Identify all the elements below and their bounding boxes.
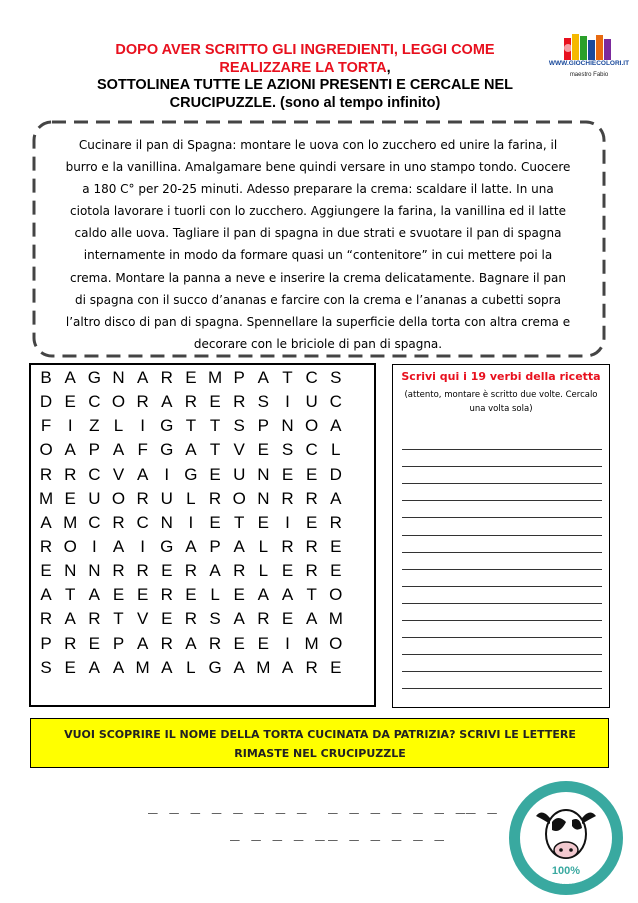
title-line-2: REALIZZARE LA TORTA — [219, 59, 387, 76]
grid-letter: A — [40, 585, 52, 605]
grid-letter: A — [112, 537, 125, 557]
grid-letter: T — [65, 585, 76, 605]
grid-letter: I — [67, 416, 73, 436]
grid-letter: U — [160, 488, 173, 508]
grid-letter: A — [64, 609, 76, 629]
grid-letter: I — [140, 416, 145, 436]
grid-letter: A — [305, 609, 318, 629]
grid-letter: A — [64, 440, 76, 460]
grid-letter: R — [184, 609, 198, 629]
grid-letter: R — [136, 392, 149, 412]
grid-letter: E — [257, 633, 270, 653]
grid-letter: R — [64, 464, 77, 484]
grid-letter: M — [256, 657, 271, 677]
answer-line[interactable] — [402, 484, 602, 501]
grid-letter: S — [40, 657, 52, 677]
answer-line[interactable] — [402, 501, 602, 518]
answer-line[interactable] — [402, 655, 602, 672]
grid-letter: P — [257, 416, 270, 436]
grid-letter: S — [233, 416, 245, 436]
grid-letter: E — [257, 440, 270, 460]
grid-letter: U — [305, 392, 318, 412]
grid-letter: R — [184, 561, 198, 581]
grid-letter: E — [305, 512, 318, 532]
grid-letter: E — [209, 512, 221, 532]
grid-letter: R — [136, 488, 149, 508]
grid-letter: E — [161, 561, 173, 581]
badge-label: NATURAL MILK — [527, 858, 605, 888]
answer-line[interactable] — [402, 518, 602, 535]
answer-line[interactable] — [402, 450, 602, 467]
grid-letter: C — [88, 464, 101, 484]
grid-letter: G — [160, 440, 174, 460]
grid-letter: A — [209, 561, 221, 581]
grid-letter: E — [330, 537, 342, 557]
grid-letter: I — [164, 464, 170, 484]
blank-word-4: _ _ _ _ _ — [230, 822, 326, 841]
grid-letter: E — [233, 633, 245, 653]
grid-letter: C — [88, 512, 101, 532]
answer-line[interactable] — [402, 433, 602, 450]
grid-letter: E — [185, 585, 197, 605]
grid-letter: A — [88, 657, 101, 677]
grid-letter: A — [185, 537, 197, 557]
grid-letter: S — [257, 392, 270, 412]
grid-letter: E — [161, 609, 173, 629]
grid-letter: U — [233, 464, 246, 484]
grid-letter: R — [64, 633, 77, 653]
grid-letter: D — [329, 464, 342, 484]
grid-letter: G — [160, 537, 174, 557]
grid-letter: A — [257, 368, 270, 388]
grid-letter: G — [184, 464, 198, 484]
grid-letter: A — [233, 657, 245, 677]
grid-letter: E — [64, 488, 76, 508]
grid-letter: A — [161, 657, 173, 677]
answer-line[interactable] — [402, 604, 602, 621]
grid-letter: D — [39, 392, 53, 412]
grid-letter: T — [209, 416, 221, 436]
blank-word-2: _ _ _ _ _ _ _ — [328, 795, 467, 814]
grid-letter: G — [160, 416, 174, 436]
grid-letter: N — [64, 561, 77, 581]
grid-letter: A — [136, 368, 149, 388]
grid-letter: B — [40, 368, 52, 388]
grid-letter: Z — [89, 416, 100, 436]
grid-letter: R — [88, 609, 101, 629]
grid-letter: E — [64, 657, 76, 677]
grid-letter: C — [305, 368, 318, 388]
grid-letter: C — [136, 512, 149, 532]
grid-letter: M — [63, 512, 78, 532]
grid-letter: G — [208, 657, 222, 677]
grid-letter: E — [209, 464, 221, 484]
grid-letter: E — [281, 561, 294, 581]
grid-letter: A — [40, 512, 52, 532]
grid-letter: R — [329, 512, 342, 532]
grid-letter: R — [112, 512, 125, 532]
grid-letter: R — [281, 537, 294, 557]
grid-letter: S — [209, 609, 221, 629]
grid-letter: R — [305, 537, 318, 557]
grid-letter: F — [137, 440, 148, 460]
grid-letter: N — [112, 368, 125, 388]
word-search-grid — [34, 366, 372, 704]
grid-letter: O — [232, 488, 246, 508]
grid-letter: E — [185, 368, 197, 388]
grid-letter: V — [136, 609, 149, 629]
grid-letter: P — [88, 440, 101, 460]
grid-letter: R — [160, 368, 173, 388]
grid-letter: P — [209, 537, 221, 557]
grid-letter: A — [112, 440, 125, 460]
grid-letter: E — [281, 609, 294, 629]
grid-letter: A — [330, 488, 342, 508]
grid-letter: O — [111, 392, 126, 412]
grid-letter: A — [233, 537, 245, 557]
grid-letter: O — [305, 416, 319, 436]
grid-letter: T — [306, 585, 317, 605]
grid-letter: N — [257, 488, 270, 508]
grid-letter: T — [282, 368, 293, 388]
grid-letter: A — [185, 440, 197, 460]
answer-line[interactable] — [402, 621, 602, 638]
answers-title: Scrivi qui i 19 verbi della ricetta — [401, 370, 601, 383]
grid-letter: S — [281, 440, 294, 460]
grid-letter: R — [39, 464, 53, 484]
grid-letter: F — [40, 416, 52, 436]
grid-letter: A — [64, 368, 76, 388]
grid-letter: N — [257, 464, 270, 484]
grid-letter: R — [39, 609, 53, 629]
grid-letter: R — [160, 585, 173, 605]
answer-line[interactable] — [402, 672, 602, 689]
grid-letter: I — [285, 392, 290, 412]
natural-milk-badge-icon — [506, 778, 626, 898]
grid-letter: P — [112, 633, 125, 653]
grid-letter: L — [186, 657, 196, 677]
logo-url: WWW.GIOCHIECOLORI.IT — [548, 60, 630, 67]
grid-letter: O — [63, 537, 77, 557]
grid-letter: V — [233, 440, 245, 460]
grid-letter: A — [233, 609, 245, 629]
grid-letter: T — [209, 440, 221, 460]
grid-letter: T — [113, 609, 124, 629]
answer-line[interactable] — [402, 638, 602, 655]
grid-letter: O — [39, 440, 53, 460]
grid-letter: R — [233, 561, 246, 581]
answers-note: (attento, montare è scritto due volte. Cercalo una volta sola) — [404, 390, 598, 414]
grid-letter: R — [208, 633, 222, 653]
grid-letter: R — [233, 392, 246, 412]
grid-letter: I — [188, 512, 194, 532]
grid-letter: L — [258, 537, 269, 557]
badge-percent: 100% — [551, 865, 581, 877]
grid-letter: I — [91, 537, 97, 557]
grid-letter: A — [185, 633, 197, 653]
grid-letter: A — [330, 416, 342, 436]
grid-letter: O — [111, 488, 126, 508]
grid-letter: I — [140, 537, 145, 557]
grid-letter: R — [136, 561, 149, 581]
grid-letter: V — [112, 464, 125, 484]
grid-letter: A — [281, 585, 294, 605]
blank-word-5: _ _ _ _ _ _ — [328, 822, 445, 841]
grid-letter: N — [88, 561, 101, 581]
grid-letter: I — [285, 633, 290, 653]
grid-letter: R — [39, 537, 53, 557]
grid-letter: N — [281, 416, 294, 436]
recipe-text: Cucinare il pan di Spagna: montare le uova con lo zucchero ed unire la farina, il burro e la vanillina. Amalgamare bene quindi versare in uno stampo tondo. Cuocere a 180 C° per 20-25 minuti. Adesso preparare la crema: scaldare il latte. In una ciotola lavorare i tuorli con lo zucchero. Aggiungere la farina, la vanillina ed il latte caldo alle uova. Tagliare il pan di spagna in due strati e svuotare il pan di spagna internamente in modo da formare quasi un “contenitore” in cui mettere poi la crema. Montare la panna a neve e inserire la crema delicatamente. Bagnare il pan di spagna con il succo d’ananas e farcire con la crema e l’ananas a cubetti sopra l’altro disco di pan di spagna. Spennellare la superficie della torta con altra crema e decorare con le briciole di pan di spagna. — [65, 138, 571, 351]
grid-letter: L — [113, 416, 124, 436]
grid-letter: R — [305, 561, 318, 581]
grid-letter: A — [112, 657, 125, 677]
grid-letter: E — [233, 585, 245, 605]
grid-letter: E — [257, 512, 270, 532]
footer-question: VUOI SCOPRIRE IL NOME DELLA TORTA CUCINATA DA PATRIZIA? SCRIVI LE LETTERE RIMASTE NEL CRUCIPUZZLE — [64, 728, 576, 760]
grid-letter: A — [161, 392, 173, 412]
grid-letter: A — [136, 464, 149, 484]
grid-letter: C — [88, 392, 101, 412]
grid-letter: A — [257, 585, 270, 605]
answer-line[interactable] — [402, 553, 602, 570]
answer-line[interactable] — [402, 536, 602, 553]
grid-letter: L — [210, 585, 220, 605]
grid-letter: G — [87, 368, 101, 388]
grid-letter: M — [207, 368, 223, 388]
grid-letter: T — [234, 512, 245, 532]
blank-word-3: _ _ — [466, 795, 498, 814]
grid-letter: L — [258, 561, 269, 581]
grid-letter: I — [285, 512, 290, 532]
grid-letter: C — [329, 392, 342, 412]
grid-letter: A — [281, 657, 294, 677]
grid-letter: U — [88, 488, 101, 508]
grid-letter: E — [281, 464, 294, 484]
grid-letter: C — [305, 440, 318, 460]
grid-letter: O — [329, 585, 343, 605]
title-line-3: SOTTOLINEA TUTTE LE AZIONI PRESENTI E CERCALE NEL — [97, 77, 513, 93]
grid-letter: R — [184, 392, 198, 412]
grid-letter: E — [209, 392, 221, 412]
grid-letter: P — [40, 633, 52, 653]
grid-letter: O — [329, 633, 343, 653]
grid-letter: R — [208, 488, 222, 508]
grid-letter: E — [88, 633, 101, 653]
answer-lines — [402, 433, 602, 689]
grid-letter: R — [257, 609, 270, 629]
grid-letter: E — [64, 392, 76, 412]
grid-letter: M — [38, 488, 54, 508]
grid-letter: R — [305, 488, 318, 508]
grid-letter: E — [305, 464, 318, 484]
grid-letter: E — [40, 561, 52, 581]
grid-letter: E — [112, 585, 125, 605]
title-line-4: CRUCIPUZZLE. (sono al tempo infinito) — [169, 94, 441, 111]
grid-letter: L — [186, 488, 196, 508]
grid-letter: S — [330, 368, 342, 388]
grid-letter: P — [233, 368, 245, 388]
page-title — [70, 42, 540, 112]
blank-word-1: _ _ _ _ _ _ _ _ — [148, 795, 308, 814]
grid-letter: A — [88, 585, 101, 605]
grid-letter: R — [281, 488, 294, 508]
grid-letter: R — [160, 633, 173, 653]
answer-line[interactable] — [402, 570, 602, 587]
grid-letter: M — [135, 657, 150, 677]
grid-letter: M — [328, 609, 343, 629]
title-line-1: DOPO AVER SCRITTO GLI INGREDIENTI, LEGGI COME — [115, 42, 495, 58]
logo-author: maestro Fabio — [569, 72, 609, 78]
grid-letter: M — [304, 633, 319, 653]
grid-letter: T — [185, 416, 197, 436]
answer-line[interactable] — [402, 587, 602, 604]
grid-letter: E — [330, 657, 342, 677]
grid-letter: E — [330, 561, 342, 581]
grid-letter: R — [112, 561, 125, 581]
grid-letter: A — [136, 633, 149, 653]
grid-letter: L — [331, 440, 341, 460]
grid-letter: E — [136, 585, 149, 605]
grid-letter: N — [160, 512, 173, 532]
title-comma: , — [386, 59, 391, 76]
answer-line[interactable] — [402, 467, 602, 484]
grid-letter: R — [305, 657, 318, 677]
